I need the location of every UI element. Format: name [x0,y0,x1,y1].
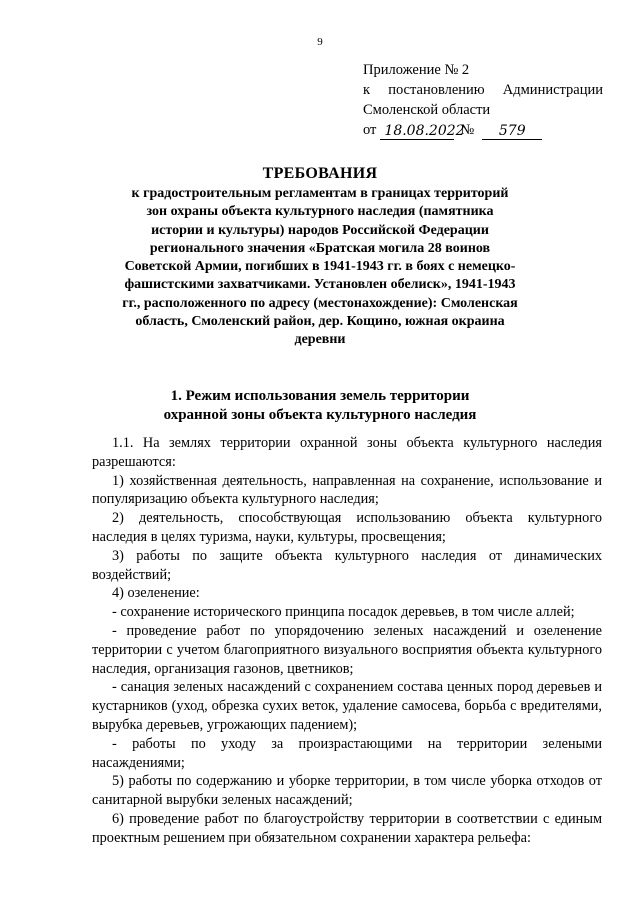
paragraph: 3) работы по защите объекта культурного наследия от динамических воздействий; [92,547,602,583]
requirements-title: ТРЕБОВАНИЯ [262,165,378,182]
paragraph: 1) хозяйственная деятельность, направленная на сохранение, использование и популяризацию объекта культурного наследия; [92,472,602,508]
paragraph: 5) работы по содержанию и уборке территории, в том числе уборка отходов от санитарной вырубки зеленых насаждений; [92,773,602,809]
handwritten-number: 579 [482,123,542,140]
page-number: 9 [317,36,323,48]
appendix-region: Смоленской области [363,102,491,118]
paragraph: - сохранение исторического принципа посадок деревьев, в том числе аллей; [112,604,575,621]
date-label: от [363,122,377,138]
paragraph: - проведение работ по упорядочению зеленых насаждений и озеленение территории с учетом благоприятного визуального восприятия объекта культурного наследия, организация газонов, цветников; [92,622,602,677]
appendix-word-resolution: постановлению [388,82,485,98]
requirements-subtitle: к градостроительным регламентам в границах территорий зон охраны объекта культурного наследия (памятника истории и культуры) народов Российской Федерации регионального значения «Братская могила 28 воинов Советской Армии, погибших в 1941-1943 гг. в боях с немецко-фашистскими захватчиками. Установлен обелиск», 1941-1943 гг., расположенного по адресу (местонахождение): Смоленская область, Смоленский район, дер. Кощино, южная окраина деревни [122,186,518,348]
requirements-heading [120,163,520,350]
appendix-resolution-line [363,80,603,100]
paragraph: 2) деятельность, способствующая использованию объекта культурного наследия в целях туризма, науки, культуры, просвещения; [92,510,602,545]
section-1-heading-line1: 1. Режим использования земель территории [170,388,470,404]
appendix-date-number-row [363,120,603,140]
paragraph: 4) озеленение: [112,585,200,602]
paragraph: - санация зеленых насаждений с сохранением состава ценных пород деревьев и кустарников (уход, обрезка сухих веток, удаление самосева, борьба с вредителями, вырубка деревьев, угрожающих падением); [92,679,602,733]
section-1-body [92,434,602,848]
section-1-heading-line2: охранной зоны объекта культурного наследия [163,406,477,423]
paragraph: 6) проведение работ по благоустройству территории в соответствии с единым проектным решением при обязательном сохранении характера рельефа: [92,810,602,846]
appendix-word-administration: Администрации [502,82,603,98]
appendix-header [363,60,603,140]
appendix-word-k: к [363,82,371,98]
paragraph: - работы по уходу за произрастающими на территории зелеными насаждениями; [92,735,602,771]
paragraph: 1.1. На землях территории охранной зоны объекта культурного наследия разрешаются: [92,435,602,470]
section-1-heading [120,387,520,424]
number-label: № [460,122,475,138]
handwritten-date: 18.08.2022 [380,123,454,140]
appendix-title: Приложение № 2 [363,62,470,78]
